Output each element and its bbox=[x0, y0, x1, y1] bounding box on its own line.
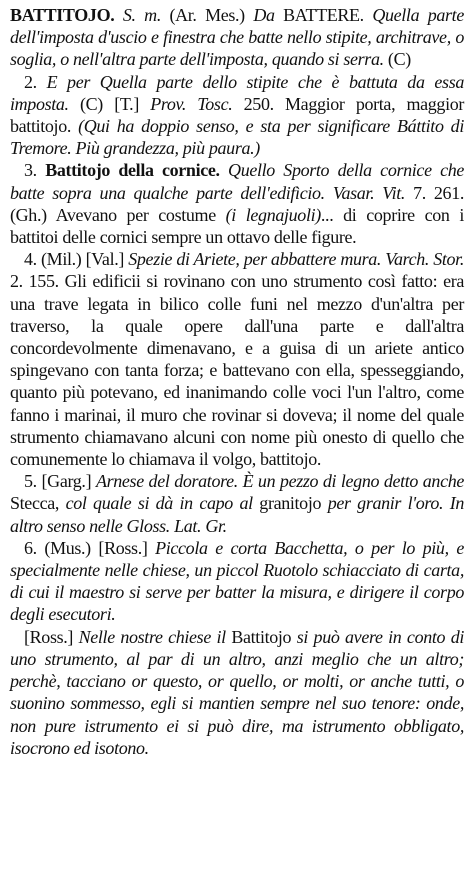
sense-number: 3. bbox=[24, 160, 37, 181]
sense-number: 2. bbox=[24, 71, 37, 92]
entry-battitojo bbox=[10, 4, 464, 71]
sense-6-note bbox=[10, 626, 464, 759]
definition-continued: col quale si dà in capo al bbox=[65, 493, 253, 514]
source-label: (Ar. Mes.) bbox=[169, 5, 245, 25]
example-italic: (i legnajuoli) bbox=[225, 204, 321, 225]
definition: Arnese del doratore. È un pezzo di legno detto anche bbox=[95, 471, 465, 492]
grammar-label: S. m. bbox=[122, 5, 161, 25]
definition-continued: si può avere in conto di uno strumento, al par di un altro, anzi meglio che un altro; perchè, tacciano or questo, or quello, or molti, or anche tutti, o suonino sommesso, egli si mantien sempre nel suo tenore: onde, non pure istrumento ei si può dire, ma istrumento obbligato, isocrono ed isotono. bbox=[10, 626, 464, 758]
sense-6 bbox=[10, 537, 464, 626]
example-text: Maggior porta, maggior battitojo. bbox=[10, 93, 465, 137]
citation: Varch. Stor. bbox=[385, 249, 464, 270]
term: Battitojo bbox=[231, 626, 292, 647]
sub-headword: Battitojo della cornice. bbox=[45, 160, 220, 181]
citation-number: 7. 261. (Gh.) bbox=[10, 182, 464, 225]
example-text: Gli edificii si rovinano con uno strumento così fatto: era una trave legata in bilico colle funi nel mezzo d'un'altra per traverso, la quale opere dall'una parte e dall'altra concordevolmente dimenavano, e a guisa di un ariete antico spingevano con tanta forza; e battevano con ella, spesseggiando, quanto più potevano, ed inanimando colle voci l'un l'altro, come fanno i marinai, il muro che rovinar si doveva; il nome del quale strumento chiamavano alcuni con nome più onesto di quello che comunemente lo chiamava il volgo, battitojo. bbox=[10, 271, 464, 470]
sense-5 bbox=[10, 470, 464, 537]
sense-4 bbox=[10, 248, 464, 470]
definition: Nelle nostre chiese il bbox=[78, 626, 226, 647]
domain-tag: (Mus.) [Ross.] bbox=[44, 537, 148, 558]
domain-tag: (Mil.) [Val.] bbox=[41, 249, 125, 270]
headword: BATTITOJO. bbox=[10, 5, 115, 25]
definition: Quella parte dell'imposta d'uscio e finestra che batte nello stipite, architrave, o soglia, o nell'altra parte dell'imposta, quando si serra. bbox=[10, 5, 464, 70]
etymology-word: BATTERE. bbox=[283, 5, 364, 25]
definition: Piccola e corta Bacchetta, o per lo più, e specialmente nelle chiese, un piccol Ruotolo schiacciato di carta, di cui il maestro si serve per batter la misura, e dirigere il corpo degli esecutori. bbox=[10, 537, 464, 625]
sense-number: 6. bbox=[24, 537, 37, 558]
sense-number: 5. bbox=[24, 471, 37, 492]
citation: Vasar. Vit. bbox=[332, 182, 406, 203]
citation-number: 2. 155. bbox=[10, 271, 59, 292]
definition-end: per granir l'oro. In altro senso nelle Gloss. Lat. Gr. bbox=[10, 493, 465, 536]
example-text: Avevano per costume bbox=[55, 204, 216, 225]
citation-number: 250. bbox=[243, 93, 274, 114]
sense-number: 4. bbox=[24, 249, 37, 270]
reference: (C) [T.] bbox=[80, 93, 139, 114]
definition: Quello Sporto della cornice che batte sopra una qualche parte dell'edifìcio. bbox=[10, 160, 464, 203]
reference: (C) bbox=[387, 49, 411, 70]
citation: Prov. Tosc. bbox=[150, 93, 233, 114]
sense-2 bbox=[10, 71, 464, 160]
note: (Qui ha doppio senso, e sta per significare Báttito di Tremore. Più grandezza, più paura.) bbox=[10, 116, 464, 159]
example-text-continued: ... di coprire con i battitoi delle cornici sempre un ottavo delle figure. bbox=[10, 204, 464, 248]
term-2: granitojo bbox=[259, 493, 322, 514]
definition: Spezie di Ariete, per abbattere mura. bbox=[128, 249, 382, 270]
source-tag: [Ross.] bbox=[24, 626, 74, 647]
term: Stecca, bbox=[10, 493, 60, 514]
definition: E per Quella parte dello stipite che è battuta da essa imposta. bbox=[10, 71, 464, 114]
sense-3 bbox=[10, 159, 464, 248]
etymology-prefix: Da bbox=[253, 5, 275, 25]
source-tag: [Garg.] bbox=[41, 471, 92, 492]
